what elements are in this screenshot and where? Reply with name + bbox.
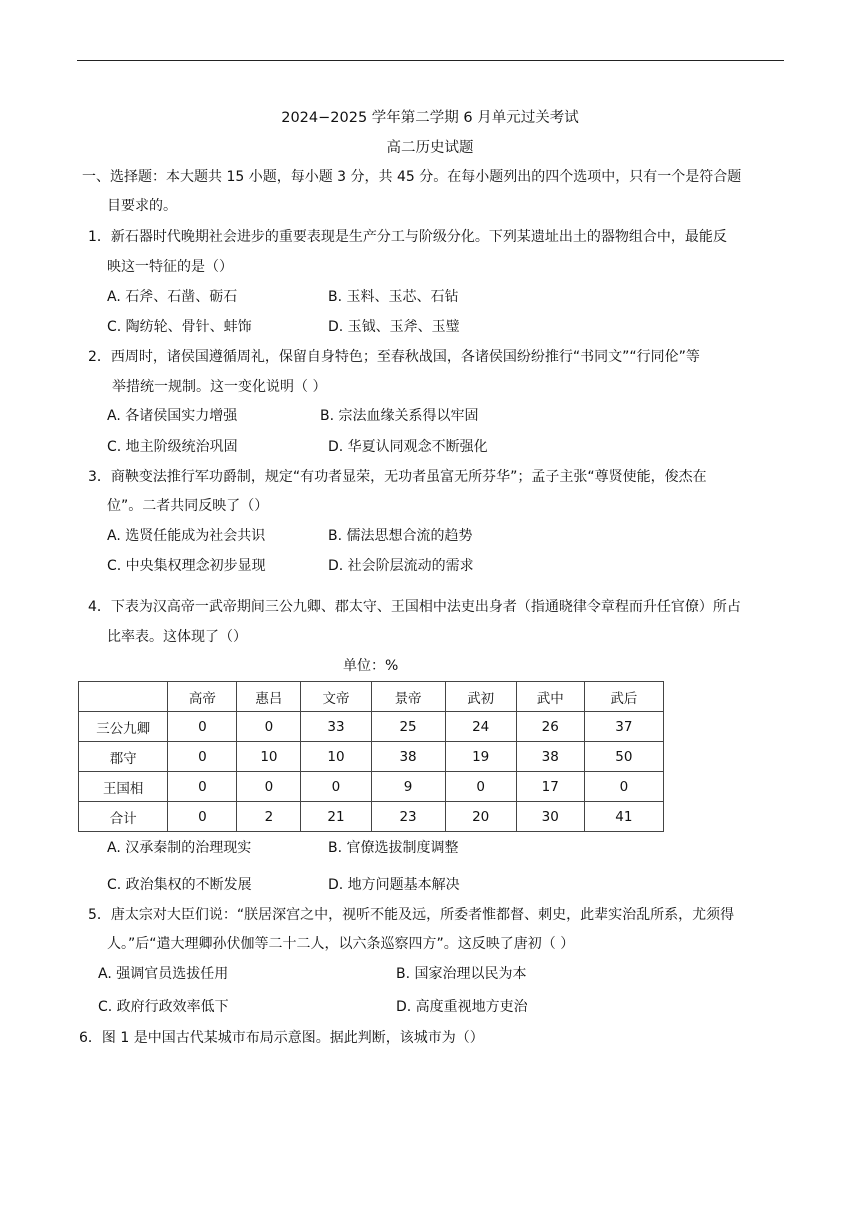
table-cell: 37 bbox=[584, 712, 663, 742]
table-cell: 0 bbox=[168, 772, 237, 802]
header-cell: 惠吕 bbox=[237, 682, 301, 712]
table-cell: 38 bbox=[516, 742, 584, 772]
table-row bbox=[79, 772, 664, 802]
table-header-row bbox=[79, 682, 664, 712]
q5-option-c: C. 政府行政效率低下 bbox=[98, 999, 229, 1015]
table-cell: 21 bbox=[301, 802, 371, 832]
table-cell: 10 bbox=[301, 742, 371, 772]
table-cell: 26 bbox=[516, 712, 584, 742]
table-cell: 0 bbox=[168, 742, 237, 772]
row-label-cell: 郡守 bbox=[79, 742, 168, 772]
table-cell: 20 bbox=[445, 802, 516, 832]
table-cell: 0 bbox=[301, 772, 371, 802]
q3-stem-line1: 3．商鞅变法推行军功爵制，规定“有功者显荣，无功者虽富无所芬华”；孟子主张“尊贤使能，俊杰在 bbox=[88, 469, 707, 485]
official-ratio-table bbox=[78, 681, 664, 832]
q5-option-b: B. 国家治理以民为本 bbox=[396, 966, 527, 982]
q3-option-c: C. 中央集权理念初步显现 bbox=[107, 558, 266, 574]
table-cell: 0 bbox=[584, 772, 663, 802]
table-cell: 0 bbox=[168, 712, 237, 742]
q3-option-b: B. 儒法思想合流的趋势 bbox=[328, 528, 473, 544]
q1-option-b: B. 玉料、玉芯、石钻 bbox=[328, 289, 459, 305]
header-cell bbox=[79, 682, 168, 712]
q1-option-c: C. 陶纺轮、骨针、蚌饰 bbox=[107, 319, 252, 335]
exam-title: 2024−2025 学年第二学期 6 月单元过关考试 bbox=[281, 110, 579, 126]
q2-option-b: B. 宗法血缘关系得以牢固 bbox=[320, 408, 479, 424]
q2-option-a: A. 各诸侯国实力增强 bbox=[107, 408, 238, 424]
q2-stem-line1: 2．西周时，诸侯国遵循周礼，保留自身特色；至春秋战国，各诸侯国纷纷推行“书同文”“行同伦”等 bbox=[88, 349, 700, 365]
q1-option-d: D. 玉钺、玉斧、玉璧 bbox=[328, 319, 460, 335]
table-cell: 33 bbox=[301, 712, 371, 742]
q4-stem-line2: 比率表。这体现了（） bbox=[107, 629, 247, 645]
table-cell: 41 bbox=[584, 802, 663, 832]
table-cell: 30 bbox=[516, 802, 584, 832]
table-cell: 0 bbox=[237, 712, 301, 742]
table-cell: 23 bbox=[371, 802, 445, 832]
table-cell: 0 bbox=[237, 772, 301, 802]
table-unit-label: 单位：% bbox=[343, 658, 399, 674]
section-heading-line1: 一、选择题：本大题共 15 小题，每小题 3 分，共 45 分。在每小题列出的四个选项中，只有一个是符合题 bbox=[82, 169, 742, 185]
q2-option-c: C. 地主阶级统治巩固 bbox=[107, 439, 238, 455]
table-cell: 10 bbox=[237, 742, 301, 772]
table-cell: 25 bbox=[371, 712, 445, 742]
q4-option-a: A. 汉承秦制的治理现实 bbox=[107, 840, 252, 856]
q1-stem-line1: 1．新石器时代晚期社会进步的重要表现是生产分工与阶级分化。下列某遗址出土的器物组合中，最能反 bbox=[88, 229, 727, 245]
table-cell: 0 bbox=[445, 772, 516, 802]
header-cell: 景帝 bbox=[371, 682, 445, 712]
q5-option-d: D. 高度重视地方吏治 bbox=[396, 999, 528, 1015]
row-label-cell: 王国相 bbox=[79, 772, 168, 802]
q6-stem-line1: 6．图 1 是中国古代某城市布局示意图。据此判断，该城市为（） bbox=[79, 1030, 484, 1046]
header-cell: 武中 bbox=[516, 682, 584, 712]
table-row bbox=[79, 802, 664, 832]
table-cell: 19 bbox=[445, 742, 516, 772]
header-cell: 武初 bbox=[445, 682, 516, 712]
header-cell: 高帝 bbox=[168, 682, 237, 712]
q3-stem-line2: 位”。二者共同反映了（） bbox=[107, 498, 269, 514]
table-row bbox=[79, 712, 664, 742]
table-row bbox=[79, 742, 664, 772]
q3-option-a: A. 选贤任能成为社会共识 bbox=[107, 528, 266, 544]
table-cell: 50 bbox=[584, 742, 663, 772]
q5-stem-line1: 5．唐太宗对大臣们说：“朕居深宫之中，视听不能及远，所委者惟都督、刺史，此辈实治乱所系，尤须得 bbox=[88, 907, 735, 923]
table-cell: 0 bbox=[168, 802, 237, 832]
q4-option-b: B. 官僚选拔制度调整 bbox=[328, 840, 459, 856]
row-label-cell: 三公九卿 bbox=[79, 712, 168, 742]
q1-option-a: A. 石斧、石凿、砺石 bbox=[107, 289, 238, 305]
table-cell: 2 bbox=[237, 802, 301, 832]
q4-option-d: D. 地方问题基本解决 bbox=[328, 877, 460, 893]
q4-option-c: C. 政治集权的不断发展 bbox=[107, 877, 252, 893]
q5-stem-line2: 人。”后“遣大理卿孙伏伽等二十二人，以六条巡察四方”。这反映了唐初（ ） bbox=[107, 936, 575, 952]
row-label-cell: 合计 bbox=[79, 802, 168, 832]
section-heading-line2: 目要求的。 bbox=[107, 198, 177, 214]
table-cell: 9 bbox=[371, 772, 445, 802]
top-rule bbox=[77, 60, 784, 61]
exam-subtitle: 高二历史试题 bbox=[386, 140, 474, 156]
q4-stem-line1: 4．下表为汉高帝一武帝期间三公九卿、郡太守、王国相中法吏出身者（指通晓律令章程而升任官僚）所占 bbox=[88, 599, 741, 615]
table-cell: 17 bbox=[516, 772, 584, 802]
table-cell: 38 bbox=[371, 742, 445, 772]
header-cell: 文帝 bbox=[301, 682, 371, 712]
q3-option-d: D. 社会阶层流动的需求 bbox=[328, 558, 474, 574]
header-cell: 武后 bbox=[584, 682, 663, 712]
q1-stem-line2: 映这一特征的是（） bbox=[107, 259, 233, 275]
q5-option-a: A. 强调官员选拔任用 bbox=[98, 966, 229, 982]
table-cell: 24 bbox=[445, 712, 516, 742]
q2-option-d: D. 华夏认同观念不断强化 bbox=[328, 439, 488, 455]
q2-stem-line2: 举措统一规制。这一变化说明（ ） bbox=[112, 379, 327, 395]
